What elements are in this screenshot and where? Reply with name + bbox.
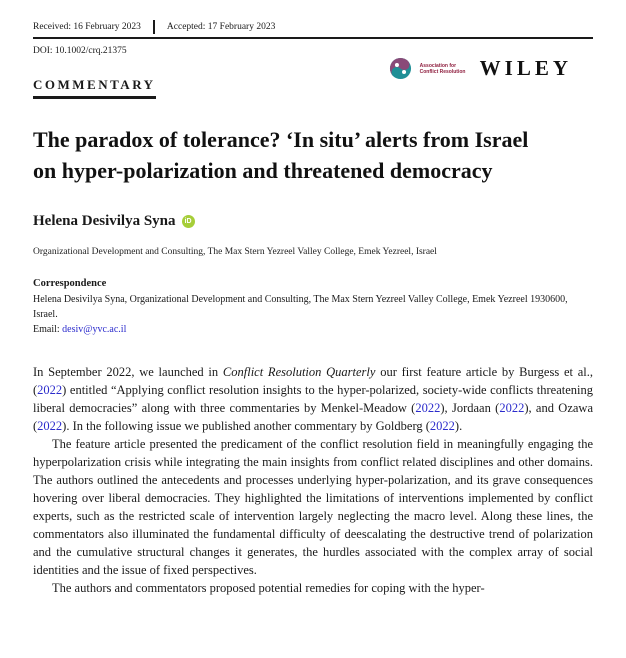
paragraph: [33, 363, 593, 435]
received-date: Received: 16 February 2023: [33, 22, 141, 32]
correspondence-email-line: [33, 322, 578, 337]
correspondence-address: Helena Desivilya Syna, Organizational Development and Consulting, The Max Stern Yezreel Valley College, Emek Yezreel 1930600, Israel.: [33, 294, 568, 320]
author-row: [33, 213, 593, 230]
orcid-icon[interactable]: iD: [182, 215, 195, 228]
paragraph: [33, 579, 593, 597]
body-run: The feature article presented the predicament of the conflict resolution field in meaningfully engaging the hyperpolarization crisis while integrating the main insights from conflict related disciplines and other domains. The authors outlined the antecedents and processes underlying hyper-polarization, and its grave consequences hovering over liberal democracies. They highlighted the limitations of interventions implemented by conflict experts, such as the restricted scale of intervention largely neglecting the macro level. Along these lines, the commentators also illuminated the fundamental difficulty of deescalating the destructive trend of polarization and the cumulative structural changes it generates, the hurdles associated with the complex array of social identities and the issue of fixed perspectives.: [33, 437, 593, 577]
correspondence-block: [33, 276, 578, 337]
body-run: The authors and commentators proposed potential remedies for coping with the hyper-: [52, 581, 485, 595]
body-text: [33, 363, 593, 597]
citation-link[interactable]: 2022: [37, 419, 63, 433]
citation-link[interactable]: 2022: [415, 401, 441, 415]
body-run: our first feature article by Burgess et al., (: [33, 365, 593, 397]
body-run: ). In the following issue we published another commentary by Goldberg (: [62, 419, 430, 433]
paragraph: [33, 435, 593, 579]
dates-divider: [153, 20, 155, 34]
body-run: In September 2022, we launched in: [33, 365, 223, 379]
email-link[interactable]: desiv@yvc.ac.il: [62, 324, 127, 335]
article-category: COMMENTARY: [33, 77, 156, 99]
brand-block: [389, 56, 572, 81]
body-run: ), and Ozawa (: [33, 401, 593, 433]
society-name-line1: Association for: [419, 62, 457, 69]
dates-bar: [33, 0, 593, 39]
wiley-logo: WILEY: [479, 56, 572, 80]
author-affiliation: Organizational Development and Consulting, The Max Stern Yezreel Valley College, Emek Yezreel, Israel: [33, 247, 437, 257]
citation-link[interactable]: 2022: [37, 383, 63, 397]
correspondence-heading: Correspondence: [33, 278, 107, 289]
body-run: ), Jordaan (: [440, 401, 500, 415]
article-title: The paradox of tolerance? ‘In situ’ alerts from Israel on hyper-polarization and threatened democracy: [33, 127, 529, 183]
accepted-date: Accepted: 17 February 2023: [166, 22, 276, 32]
citation-link[interactable]: 2022: [499, 401, 525, 415]
citation-link[interactable]: 2022: [429, 419, 455, 433]
body-run: ).: [454, 419, 463, 433]
author-name: Helena Desivilya Syna: [33, 213, 176, 229]
society-name: [420, 63, 466, 75]
journal-name-italic: Conflict Resolution Quarterly: [222, 365, 376, 379]
association-for-conflict-resolution-icon: [389, 57, 412, 80]
doi: DOI: 10.1002/crq.21375: [33, 46, 127, 56]
society-name-line2: Conflict Resolution: [419, 68, 466, 75]
email-label: Email:: [33, 324, 63, 335]
body-run: ) entitled “Applying conflict resolution insights to the hyper-polarized, society-wide conflicts threatening liberal democracies” along with three commentaries by Menkel-Meadow (: [33, 383, 593, 415]
